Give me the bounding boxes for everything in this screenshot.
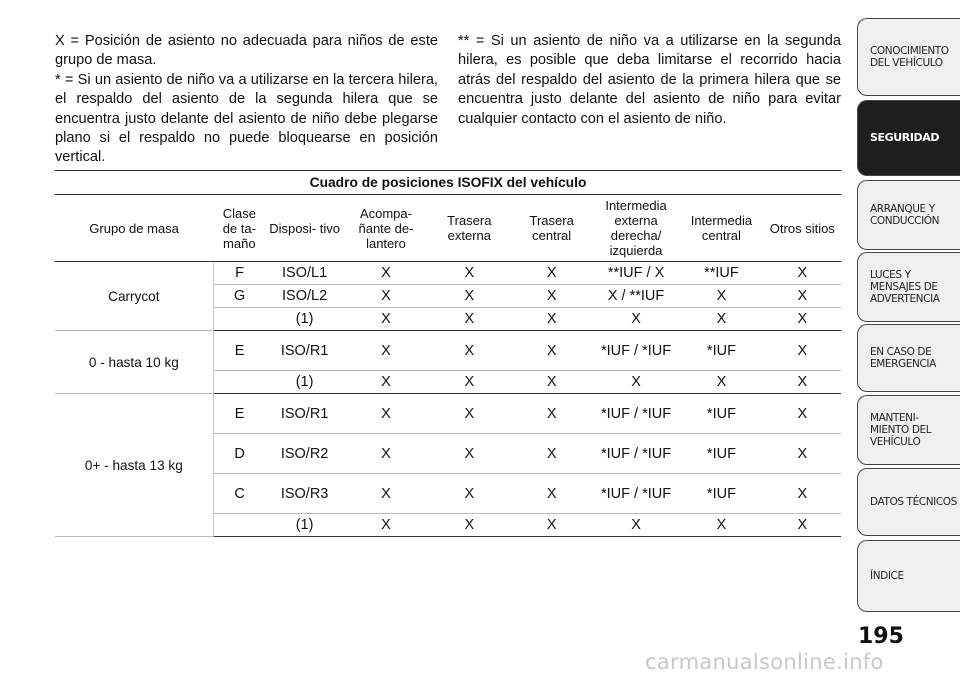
table-row — [55, 331, 841, 371]
column-header: Intermedia externa derecha/ izquierda — [593, 195, 679, 262]
sidebar-tab-label: ARRANQUE Y CONDUCCIÓN — [870, 203, 940, 227]
column-header: Intermedia central — [679, 195, 763, 262]
table-cell: X — [764, 285, 841, 308]
column-header: Disposi- tivo — [265, 195, 343, 262]
table-cell: **IUF / X — [593, 262, 679, 285]
isofix-table-container — [55, 170, 841, 537]
sidebar-tab-label: EN CASO DE EMERGENCIA — [870, 346, 936, 370]
sidebar-tab-label: DATOS TÉCNICOS — [870, 496, 957, 508]
table-cell: X — [511, 308, 593, 331]
mass-group-label: 0+ - hasta 13 kg — [55, 394, 213, 537]
table-cell — [213, 371, 265, 394]
table-cell: X — [428, 308, 510, 331]
table-cell — [213, 514, 265, 537]
column-header: Grupo de masa — [55, 195, 213, 262]
table-cell: X — [511, 285, 593, 308]
notes-left-column — [55, 32, 438, 168]
table-cell: G — [213, 285, 265, 308]
table-cell: X — [428, 514, 510, 537]
table-cell — [213, 308, 265, 331]
table-cell: X — [764, 262, 841, 285]
table-row — [55, 394, 841, 434]
table-cell: X — [511, 371, 593, 394]
table-cell: X — [679, 371, 763, 394]
table-cell: X — [344, 308, 428, 331]
sidebar-tab[interactable] — [857, 324, 960, 392]
table-cell: ISO/R1 — [265, 331, 343, 371]
table-cell: X — [344, 331, 428, 371]
table-cell: (1) — [265, 514, 343, 537]
table-cell: X — [344, 262, 428, 285]
table-cell: X — [511, 514, 593, 537]
table-header-row — [55, 195, 841, 262]
sidebar-tab-label: LUCES Y MENSAJES DE ADVERTENCIA — [870, 269, 940, 305]
table-cell: X — [764, 474, 841, 514]
table-cell: X — [428, 474, 510, 514]
table-title: Cuadro de posiciones ISOFIX del vehículo — [55, 171, 841, 195]
note-single-asterisk: * = Si un asiento de niño va a utilizarse en la tercera hilera, el respaldo del asiento de la segunda hilera que se encuentra justo delante del asiento de niño debe plegarse plano si el respaldo no puede bloquearse en posición vertical. — [55, 71, 438, 166]
table-cell: X — [764, 331, 841, 371]
sidebar-tab[interactable] — [857, 18, 960, 96]
table-cell: X — [511, 434, 593, 474]
table-cell: X — [764, 371, 841, 394]
table-cell: X — [593, 514, 679, 537]
table-cell: *IUF / *IUF — [593, 394, 679, 434]
table-cell: X — [679, 308, 763, 331]
table-cell: F — [213, 262, 265, 285]
table-cell: **IUF — [679, 262, 763, 285]
column-header: Acompa- ñante de- lantero — [344, 195, 428, 262]
table-cell: X — [511, 262, 593, 285]
note-x-definition: X = Posición de asiento no adecuada para niños de este grupo de masa. — [55, 33, 438, 69]
sidebar-tab[interactable] — [857, 180, 960, 250]
table-cell: X — [428, 434, 510, 474]
column-header: Clase de ta- maño — [213, 195, 265, 262]
sidebar-tab-label: ÍNDICE — [870, 570, 904, 582]
table-cell: X — [679, 285, 763, 308]
column-header: Trasera central — [511, 195, 593, 262]
table-cell: X — [344, 434, 428, 474]
table-cell: X — [344, 474, 428, 514]
table-cell: X / **IUF — [593, 285, 679, 308]
table-cell: X — [428, 331, 510, 371]
table-body — [55, 262, 841, 537]
table-cell: *IUF — [679, 394, 763, 434]
table-cell: X — [428, 371, 510, 394]
sidebar-tab[interactable] — [857, 252, 960, 322]
column-header: Trasera externa — [428, 195, 510, 262]
table-cell: X — [428, 394, 510, 434]
watermark: carmanualsonline.info — [645, 650, 884, 674]
table-cell: ISO/L1 — [265, 262, 343, 285]
table-cell: D — [213, 434, 265, 474]
notes-section — [55, 32, 841, 168]
isofix-table — [55, 170, 841, 537]
table-cell: (1) — [265, 371, 343, 394]
sidebar-tab[interactable] — [857, 540, 960, 612]
notes-right-column — [458, 32, 841, 168]
table-cell: X — [511, 394, 593, 434]
table-cell: ISO/R1 — [265, 394, 343, 434]
note-double-asterisk: ** = Si un asiento de niño va a utilizarse en la segunda hilera, es posible que deba limitarse el recorrido hacia atrás del respaldo del asiento de la primera hilera que se encuentra justo delante del asiento de niño para evitar cualquier contacto con el asiento de niño. — [458, 33, 841, 127]
table-cell: *IUF — [679, 331, 763, 371]
table-cell: X — [428, 285, 510, 308]
table-cell: X — [764, 514, 841, 537]
mass-group-label: Carrycot — [55, 262, 213, 331]
table-cell: ISO/L2 — [265, 285, 343, 308]
table-cell: ISO/R3 — [265, 474, 343, 514]
table-cell: X — [764, 394, 841, 434]
table-cell: X — [679, 514, 763, 537]
table-cell: X — [344, 371, 428, 394]
table-cell: X — [511, 331, 593, 371]
sidebar-tab-label: SEGURIDAD — [870, 131, 940, 144]
table-cell: X — [593, 308, 679, 331]
table-cell: X — [344, 514, 428, 537]
table-cell: E — [213, 394, 265, 434]
table-cell: *IUF / *IUF — [593, 331, 679, 371]
table-cell: X — [428, 262, 510, 285]
table-cell: E — [213, 331, 265, 371]
sidebar-tab-label: CONOCIMIENTO DEL VEHÍCULO — [870, 45, 949, 69]
sidebar-tab-label: MANTENI- MIENTO DEL VEHÍCULO — [870, 412, 932, 448]
table-cell: X — [764, 434, 841, 474]
mass-group-label: 0 - hasta 10 kg — [55, 331, 213, 394]
table-cell: X — [593, 371, 679, 394]
table-row — [55, 262, 841, 285]
sidebar-tab[interactable] — [857, 100, 960, 176]
table-cell: C — [213, 474, 265, 514]
table-cell: X — [344, 394, 428, 434]
table-cell: X — [511, 474, 593, 514]
page-number: 195 — [858, 624, 904, 649]
column-header: Otros sitios — [764, 195, 841, 262]
table-cell: X — [764, 308, 841, 331]
table-cell: ISO/R2 — [265, 434, 343, 474]
table-cell: *IUF / *IUF — [593, 434, 679, 474]
table-cell: *IUF / *IUF — [593, 474, 679, 514]
table-cell: (1) — [265, 308, 343, 331]
sidebar-tab[interactable] — [857, 395, 960, 465]
table-cell: *IUF — [679, 474, 763, 514]
table-cell: *IUF — [679, 434, 763, 474]
sidebar-tab[interactable] — [857, 468, 960, 536]
table-cell: X — [344, 285, 428, 308]
